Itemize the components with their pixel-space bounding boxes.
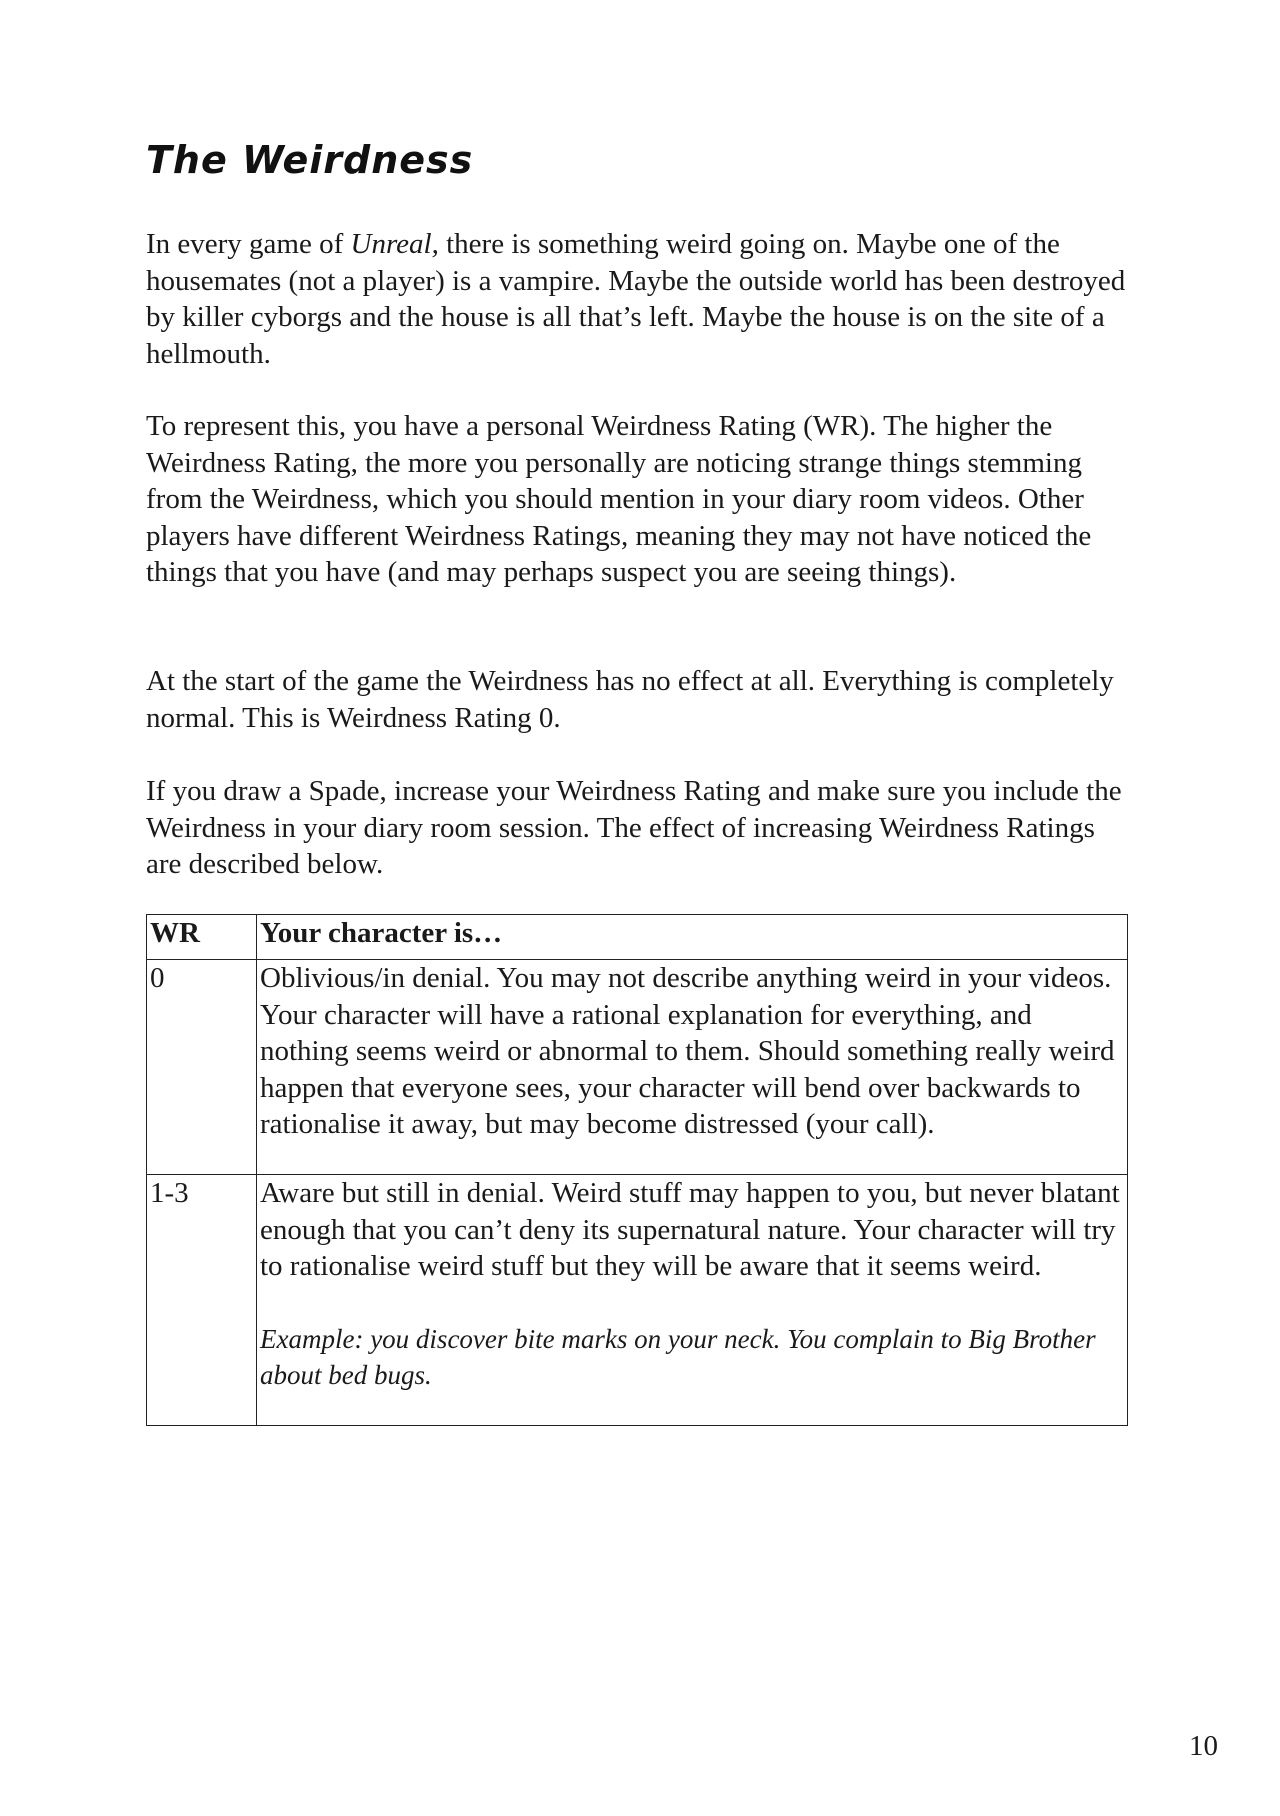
description-cell: Oblivious/in denial. You may not describe anything weird in your videos. Your character will have a rational explanation for everything, and nothing seems weird or abnormal to them. Should something really weird happen that everyone sees, your character will bend over backwards to rationalise it away, but may become distressed (your call).	[257, 960, 1128, 1175]
wr-value-cell: 0	[147, 960, 257, 1175]
description-text: Aware but still in denial. Weird stuff may happen to you, but never blatant enough that you can’t deny its supernatural nature. Your character will try to rationalise weird stuff but they will be aware that it seems weird.	[260, 1177, 1120, 1282]
intro-text-start: In every game of	[146, 228, 351, 260]
wr-value-cell: 1-3	[147, 1175, 257, 1426]
character-column-header: Your character is…	[257, 915, 1128, 960]
section-heading: The Weirdness	[146, 138, 474, 182]
description-cell	[257, 1175, 1128, 1426]
table-row	[147, 960, 1128, 1175]
wr-column-header: WR	[147, 915, 257, 960]
example-text: Example: you discover bite marks on your neck. You complain to Big Brother about bed bugs.	[260, 1323, 1096, 1390]
table-header-row	[147, 915, 1128, 960]
intro-text-end: there is something weird going on. Maybe one of the housemates (not a player) is a vampire. Maybe the outside world has been destroyed by killer cyborgs and the house is all that’s left. Maybe the house is on the site of a hellmouth.	[146, 228, 1126, 370]
table-row	[147, 1175, 1128, 1426]
start-of-game-paragraph: At the start of the game the Weirdness has no effect at all. Everything is completely normal. This is Weirdness Rating 0.	[146, 665, 1114, 734]
game-title-italic: Unreal,	[350, 228, 439, 260]
intro-paragraph	[146, 226, 1126, 372]
weirdness-rating-table	[146, 914, 1128, 1426]
page-number: 10	[1189, 1730, 1218, 1762]
spade-paragraph: If you draw a Spade, increase your Weirdness Rating and make sure you include the Weirdness in your diary room session. The effect of increasing Weirdness Ratings are described below.	[146, 775, 1122, 880]
weirdness-rating-paragraph: To represent this, you have a personal Weirdness Rating (WR). The higher the Weirdness Rating, the more you personally are noticing strange things stemming from the Weirdness, which you should mention in your diary room videos. Other players have different Weirdness Ratings, meaning they may not have noticed the things that you have (and may perhaps suspect you are seeing things).	[146, 410, 1092, 588]
